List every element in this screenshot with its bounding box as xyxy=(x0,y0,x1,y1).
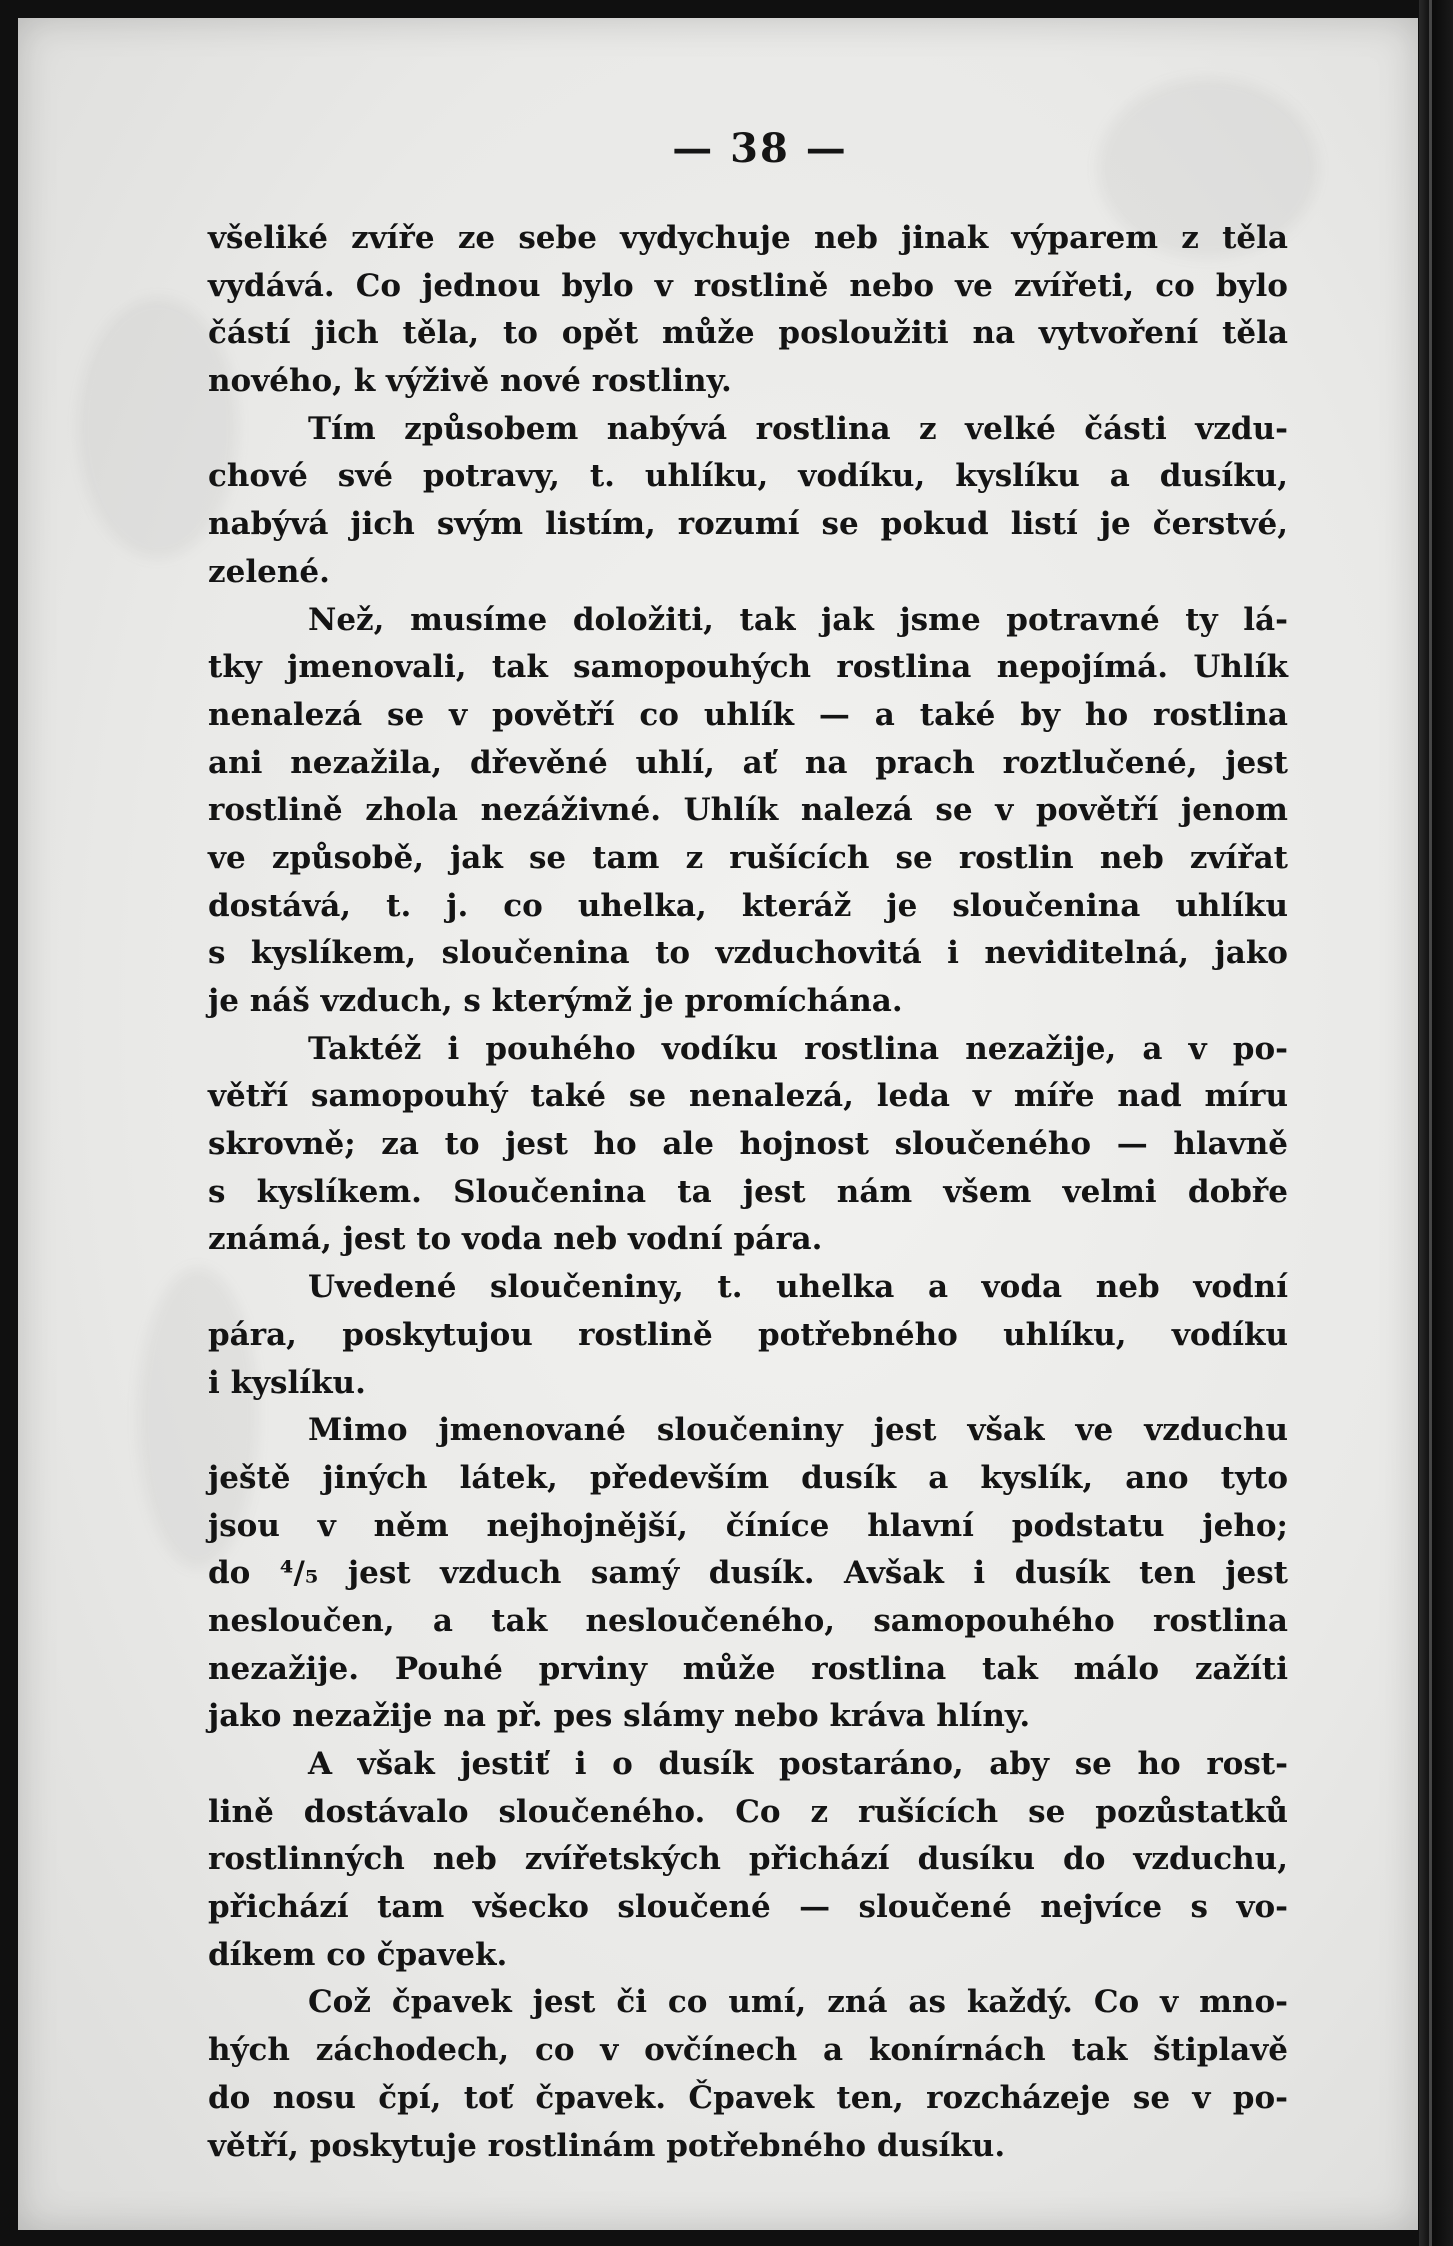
text-line: rostlině zhola nezáživné. Uhlík nalezá se v povětří jenom xyxy=(208,792,1288,829)
text-line: hých záchodech, co v ovčínech a konírnách tak štiplavě xyxy=(208,2032,1288,2069)
text-line: Mimo jmenované sloučeniny jest však ve vzduchu xyxy=(308,1412,1288,1449)
text-line: částí jich těla, to opět může posloužiti na vytvoření těla xyxy=(208,315,1288,352)
text-line: jako nezažije na př. pes slámy nebo kráva hlíny. xyxy=(208,1698,1031,1735)
text-line: i kyslíku. xyxy=(208,1364,366,1401)
text-line: nabývá jich svým listím, rozumí se pokud listí je čerstvé, xyxy=(208,506,1288,543)
text-line: nového, k výživě nové rostliny. xyxy=(208,363,732,400)
body-text xyxy=(208,215,1288,2170)
text-line: zelené. xyxy=(208,553,330,590)
text-line: větří, poskytuje rostlinám potřebného dusíku. xyxy=(208,2127,1006,2164)
text-line: chové své potravy, t. uhlíku, vodíku, kyslíku a dusíku, xyxy=(208,458,1288,495)
text-line: s kyslíkem. Sloučenina ta jest nám všem velmi dobře xyxy=(208,1173,1288,1210)
text-line: tky jmenovali, tak samopouhých rostlina nepojímá. Uhlík xyxy=(208,649,1288,686)
text-line: je náš vzduch, s kterýmž je promíchána. xyxy=(208,983,903,1019)
text-line: A však jestiť i o dusík postaráno, aby se ho rost- xyxy=(308,1746,1288,1782)
text-line: nenalezá se v povětří co uhlík — a také by ho rostlina xyxy=(208,696,1288,733)
text-line: s kyslíkem, sloučenina to vzduchovitá i neviditelná, jako xyxy=(208,935,1288,972)
text-line: přichází tam všecko sloučené — sloučené nejvíce s vo- xyxy=(208,1889,1288,1926)
text-line: ještě jiných látek, především dusík a kyslík, ano tyto xyxy=(208,1459,1288,1496)
text-line: lině dostávalo sloučeného. Co z rušících se pozůstatků xyxy=(208,1793,1288,1830)
text-line: větří samopouhý také se nenalezá, leda v míře nad míru xyxy=(208,1078,1288,1115)
text-line: Tím způsobem nabývá rostlina z velké části vzdu- xyxy=(308,410,1288,447)
page-number: — 38 — xyxy=(672,125,848,172)
text-line: Což čpavek jest či co umí, zná as každý. Co v mno- xyxy=(308,1984,1288,2021)
book-binding-edge xyxy=(1419,0,1453,2246)
text-line: do ⁴/₅ jest vzduch samý dusík. Avšak i dusík ten jest xyxy=(208,1555,1288,1592)
text-line: nesloučen, a tak nesloučeného, samopouhého rostlina xyxy=(208,1602,1288,1639)
text-line: Taktéž i pouhého vodíku rostlina nezažije, a v po- xyxy=(308,1030,1288,1067)
text-line: vydává. Co jednou bylo v rostlině nebo ve zvířeti, co bylo xyxy=(208,267,1288,304)
text-line: dostává, t. j. co uhelka, kteráž je sloučenina uhlíku xyxy=(208,887,1288,924)
text-line: Než, musíme doložiti, tak jak jsme potravné ty lá- xyxy=(308,601,1288,638)
text-line: ve způsobě, jak se tam z rušících se rostlin neb zvířat xyxy=(208,839,1288,876)
text-line: díkem co čpavek. xyxy=(208,1936,508,1973)
text-line: do nosu čpí, toť čpavek. Čpavek ten, rozcházeje se v po- xyxy=(208,2079,1288,2116)
text-line: pára, poskytujou rostlině potřebného uhlíku, vodíku xyxy=(208,1316,1288,1353)
text-line: ani nezažila, dřevěné uhlí, ať na prach roztlučené, jest xyxy=(208,744,1288,781)
text-line: známá, jest to voda neb vodní pára. xyxy=(208,1221,823,1258)
text-line: nezažije. Pouhé prviny může rostlina tak málo zažíti xyxy=(208,1650,1288,1687)
text-line: všeliké zvíře ze sebe vydychuje neb jinak výparem z těla xyxy=(208,220,1288,256)
text-line: Uvedené sloučeniny, t. uhelka a voda neb vodní xyxy=(308,1269,1288,1306)
text-line: jsou v něm nejhojnější, číníce hlavní podstatu jeho; xyxy=(208,1507,1288,1544)
text-line: rostlinných neb zvířetských přichází dusíku do vzduchu, xyxy=(208,1841,1288,1878)
text-line: skrovně; za to jest ho ale hojnost sloučeného — hlavně xyxy=(208,1126,1288,1163)
